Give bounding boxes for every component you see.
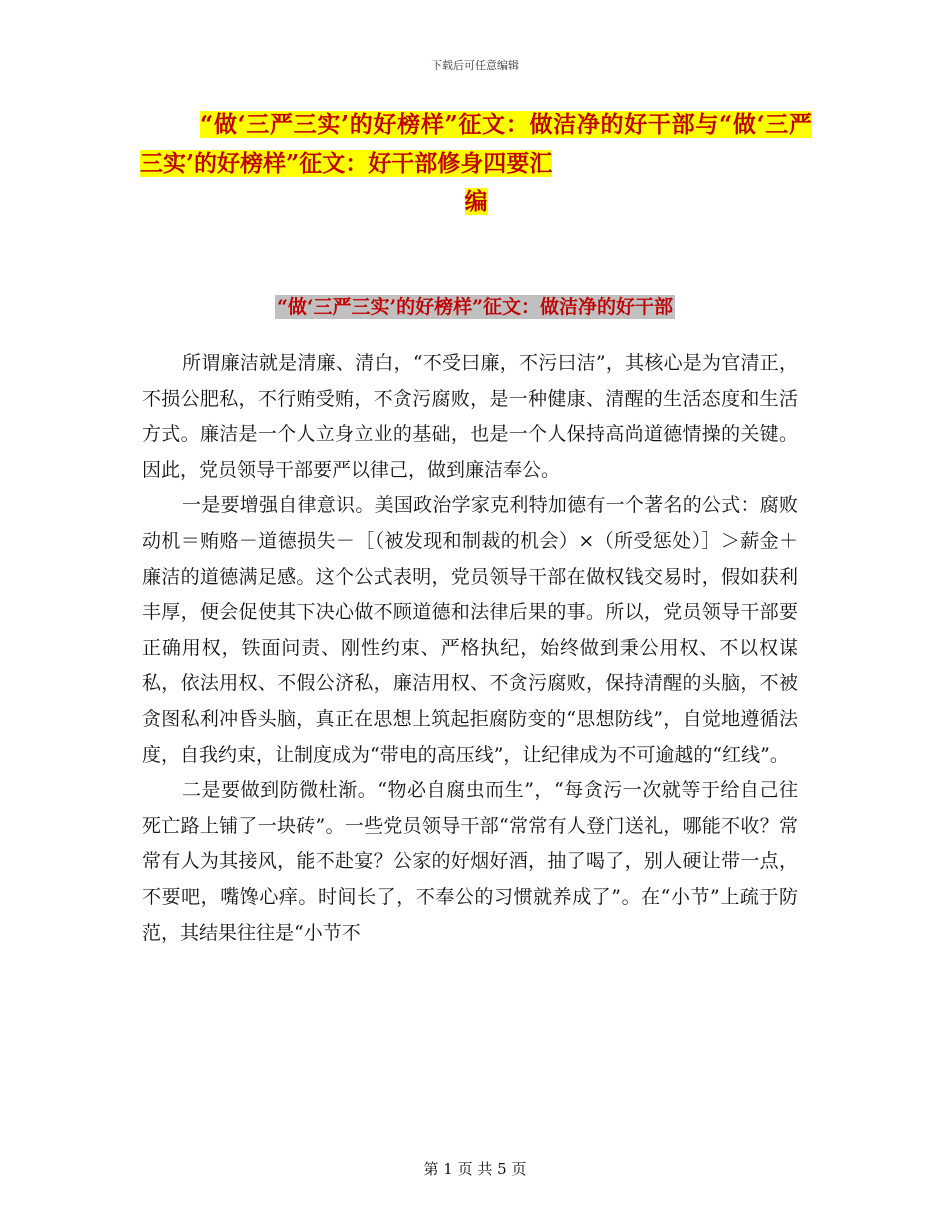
title-last-line [140,183,812,222]
section-title-text: “做‘三严三实’的好榜样”征文：做洁净的好干部 [276,296,674,318]
paragraph: 所谓廉洁就是清廉、清白，“不受曰廉，不污曰洁”，其核心是为官清正，不损公肥私，不行贿受贿，不贪污腐败，是一种健康、清醒的生活态度和生活方式。廉洁是一个人立身立业的基础，也是一个人保持高尚道德情操的关键。因此，党员领导干部要严以律己，做到廉洁奉公。 [142,352,798,481]
title-line-1: “做‘三严三实’的好榜样”征文：做洁净的好干部 [200,111,696,138]
document-title [140,106,812,222]
section-title [0,292,950,319]
article-body [142,346,798,951]
paragraph: 一是要增强自律意识。美国政治学家克利特加德有一个著名的公式：腐败动机＝贿赂－道德损失－［（被发现和制裁的机会）×（所受惩处）］＞薪金＋廉洁的道德满足感。这个公式表明，党员领导干部在做权钱交易时，假如获利丰厚，便会促使其下决心做不顾道德和法律后果的事。所以，党员领导干部要正确用权，铁面问责、刚性约束、严格执纪，始终做到秉公用权、不以权谋私，依法用权、不假公济私，廉洁用权、不贪污腐败，保持清醒的头脑，不被贪图私利冲昏头脑，真正在思想上筑起拒腐防变的“思想防线”，自觉地遵循法度，自我约束，让制度成为“带电的高压线”，让纪律成为不可逾越的“红线”。 [142,494,798,766]
header-note: 下载后可任意编辑 [431,59,519,72]
paragraph: 二是要做到防微杜渐。“物必自腐虫而生”，“每贪污一次就等于给自己往死亡路上铺了一块砖”。一些党员领导干部“常常有人登门送礼，哪能不收？常常有人为其接风，能不赴宴？公家的好烟好酒，抽了喝了，别人硬让带一点，不要吧，嘴馋心痒。时间长了，不奉公的习惯就养成了”。在“小节”上疏于防范，其结果往往是“小节不 [142,779,798,944]
page-footer: 第 1 页 共 5 页 [423,1160,527,1178]
title-line-3: 编 [464,188,488,215]
title-line-2: 与“做‘三严三实’的好榜样”征文：好干部修身四要汇 [140,111,812,177]
